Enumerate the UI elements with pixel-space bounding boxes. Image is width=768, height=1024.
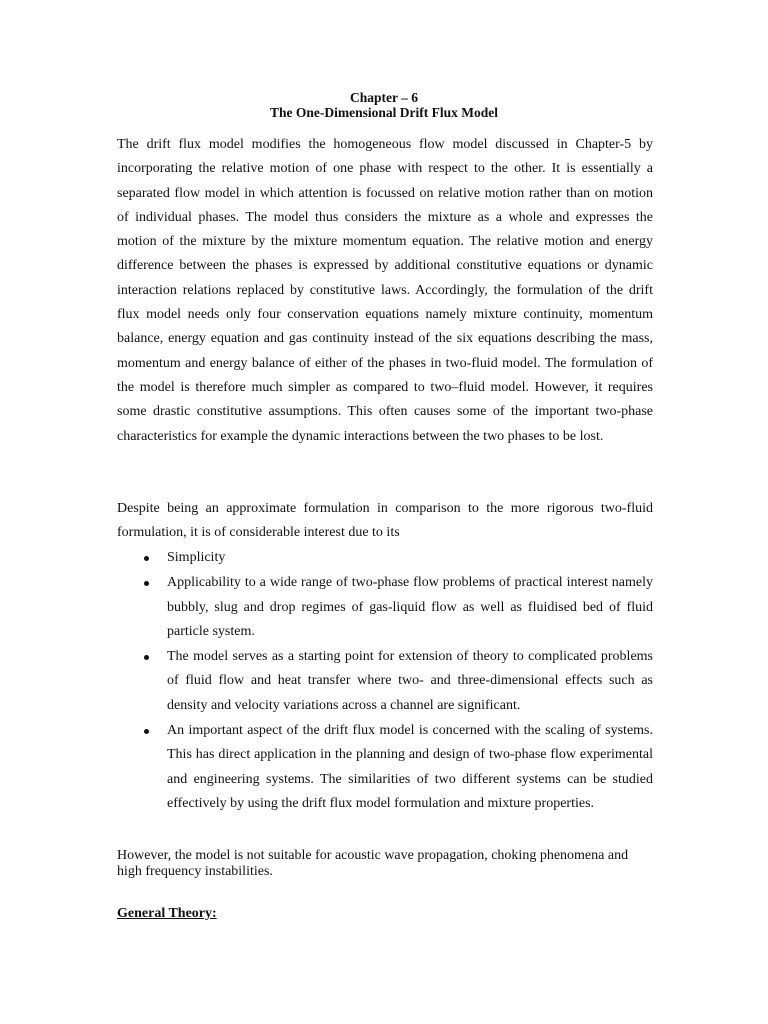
list-item — [117, 719, 653, 816]
chapter-label: Chapter – 6 — [349, 90, 418, 105]
interest-paragraph: Despite being an approximate formulation in comparison to the more rigorous two-fluid formulation, it is of considerable interest due to its — [117, 501, 653, 541]
advantages-list — [117, 546, 653, 817]
list-item-text: Applicability to a wide range of two-phase flow problems of practical interest namely bubbly, slug and drop regimes of gas-liquid flow as well as fluidised bed of fluid particle system. — [167, 575, 653, 639]
list-item-text: An important aspect of the drift flux model is concerned with the scaling of systems. This has direct application in the planning and design of two-phase flow experimental and engineering systems. The similarities of two different systems can be studied effectively by using the drift flux model formulation and mixture properties. — [167, 723, 653, 811]
bullet-icon — [144, 655, 149, 660]
limitations-paragraph: However, the model is not suitable for acoustic wave propagation, choking phenomena and high frequency instabilities. — [117, 848, 629, 879]
chapter-title: The One-Dimensional Drift Flux Model — [270, 105, 498, 120]
intro-paragraph: The drift flux model modifies the homogeneous flow model discussed in Chapter-5 by incorporating the relative motion of one phase with respect to the other. It is essentially a separated flow model in which attention is focussed on relative motion rather than on motion of individual phases. The model thus considers the mixture as a whole and expresses the motion of the mixture by the mixture momentum equation. The relative motion and energy difference between the phases is expressed by additional constitutive equations or dynamic interaction relations replaced by constitutive laws. Accordingly, the formulation of the drift flux model needs only four conservation equations namely mixture continuity, momentum balance, energy equation and gas continuity instead of the six equations describing the mass, momentum and energy balance of either of the phases in two-fluid model. The formulation of the model is therefore much simpler as compared to two–fluid model. However, it requires some drastic constitutive assumptions. This often causes some of the important two-phase characteristics for example the dynamic interactions between the two phases to be lost. — [117, 137, 653, 444]
list-item — [117, 645, 653, 718]
bullet-icon — [144, 581, 149, 586]
section-heading: General Theory: — [117, 906, 217, 921]
list-item-text: Simplicity — [167, 550, 226, 565]
bullet-icon — [144, 729, 149, 734]
list-item-text: The model serves as a starting point for extension of theory to complicated problems of fluid flow and heat transfer where two- and three-dimensional effects such as density and velocity variations across a channel are significant. — [167, 649, 653, 713]
bullet-icon — [144, 556, 149, 561]
list-item — [117, 546, 653, 570]
list-item — [117, 571, 653, 644]
